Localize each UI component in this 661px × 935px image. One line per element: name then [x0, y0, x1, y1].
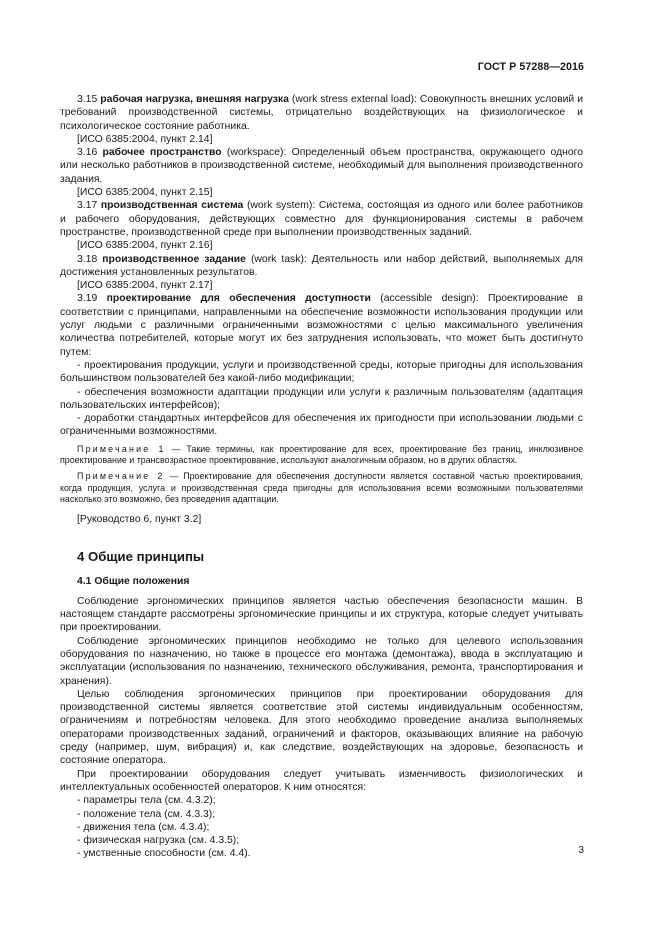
term-text: (workspace): Определенный объем пространства, окружающего одного или несколько работников в производственной системе, необходимый для выполнения производственного задания.	[60, 147, 584, 185]
note-1	[60, 444, 583, 467]
term-definition-3-17	[60, 199, 583, 239]
term-definition-3-19	[60, 292, 583, 358]
term-text: (work system): Система, состоящая из одного или более работников и рабочего оборудования, действующих совместно для функционирования системы в рабочем пространстве, производственной среде при выполнении производственных заданий.	[60, 200, 583, 238]
list-item: - доработки стандартных интерфейсов для обеспечения их пригодности при использовании людьми с ограниченными возможностями.	[60, 413, 583, 438]
term-reference: [ИСО 6385:2004, пункт 2.15]	[77, 187, 213, 199]
section-heading: 4 Общие принципы	[77, 548, 205, 564]
term-number: 3.16	[77, 147, 98, 159]
subsection-heading: 4.1 Общие положения	[77, 575, 190, 587]
term-definition-3-18	[60, 253, 583, 280]
list-item: - проектирования продукции, услуги и производственной среды, которые пригодны для использования большинством пользователей без какой-либо модификации;	[60, 359, 583, 385]
term-number: 3.15	[77, 94, 98, 105]
term-name: рабочее пространство	[102, 147, 222, 159]
page-number: 3	[578, 845, 584, 856]
list-item: - движения тела (см. 4.3.4);	[77, 821, 210, 833]
term-reference: [ИСО 6385:2004, пункт 2.14]	[77, 133, 213, 145]
term-number: 3.17	[77, 200, 98, 212]
term-reference: [Руководство 6, пункт 3.2]	[77, 514, 202, 526]
note-text: — Проектирование для обеспечения доступности является составной частью проектирования, когда продукция, услуга и производственная среда пригодны для использования всеми возможными пользователями насколько это возможно, без проведения адаптации.	[60, 471, 584, 504]
term-number: 3.18	[77, 253, 98, 265]
note-label: Примечание 2	[77, 471, 165, 482]
term-reference: [ИСО 6385:2004, пункт 2.16]	[77, 240, 213, 252]
note-text: — Такие термины, как проектирование для всех, проектирование без границ, инклюзивное проектирование и трансвозрастное проектирование, используют аналогичным образом, но в других областях.	[60, 443, 584, 466]
document-id-header: ГОСТ Р 57288—2016	[477, 61, 584, 73]
note-2	[60, 471, 583, 505]
term-name: рабочая нагрузка, внешняя нагрузка	[100, 94, 289, 105]
list-item: - умственные способности (см. 4.4).	[77, 848, 251, 860]
term-definition-3-15	[60, 93, 583, 133]
paragraph: При проектировании оборудования следует учитывать изменчивость физиологических и интеллектуальных особенностей операторов. К ним относятся:	[60, 768, 583, 793]
note-label: Примечание 1	[77, 443, 166, 454]
term-name: производственная система	[100, 200, 244, 212]
term-name: проектирование для обеспечения доступности	[106, 293, 371, 305]
paragraph: Соблюдение эргономических принципов необходимо не только для целевого использования оборудования по назначению, но также в процессе его монтажа (демонтажа), ввода в эксплуатацию и эксплуатации (использования по назначению, технического обслуживания, ремонта, транспортирования и хранения).	[60, 635, 583, 687]
list-item: - обеспечения возможности адаптации продукции или услуги к различным пользователям (адаптация пользовательских интерфейсов);	[60, 386, 583, 411]
paragraph: Соблюдение эргономических принципов является частью обеспечения безопасности машин. В настоящем стандарте рассмотрены эргономические принципы и их структура, которые следует учитывать при проектировании.	[60, 595, 583, 634]
term-definition-3-16	[60, 146, 583, 186]
term-reference: [ИСО 6385:2004, пункт 2.17]	[77, 280, 213, 292]
paragraph: Целью соблюдения эргономических принципов при проектировании оборудования для производственной системы является соответствие этой системы индивидуальным особенностям, ограничениям и потребностям человека. Для этого необходимо проведение анализа выполняемых операторами производственных заданий, ограничений и факторов, оказывающих влияние на рабочую среду (например, шум, вибрация) и, как следствие, воздействующих на здоровье, безопасность и состояние оператора.	[60, 688, 583, 767]
term-text: (work stress external load): Совокупность внешних условий и требований производственной системы, отрицательно воздействующих на физиологическое и психологическое состояние работника.	[60, 94, 583, 132]
list-item: - физическая нагрузка (см. 4.3.5);	[77, 835, 240, 847]
list-item: - положение тела (см. 4.3.3);	[77, 808, 216, 820]
term-text: (work task): Деятельность или набор действий, выполняемых для достижения установленных результатов.	[60, 253, 584, 278]
page-content	[60, 93, 583, 861]
term-name: производственное задание	[102, 253, 246, 265]
term-text: (accessible design): Проектирование в соответствии с принципами, направленными на обеспечение возможности использования продукции или услуг людьми с различными ограниченными возможностями с целью максимального увеличения количества потребителей, которые могут их без затруднения использовать, что может быть достигнуто путем:	[60, 293, 583, 358]
term-number: 3.19	[77, 293, 98, 305]
list-item: - параметры тела (см. 4.3.2);	[77, 795, 216, 807]
